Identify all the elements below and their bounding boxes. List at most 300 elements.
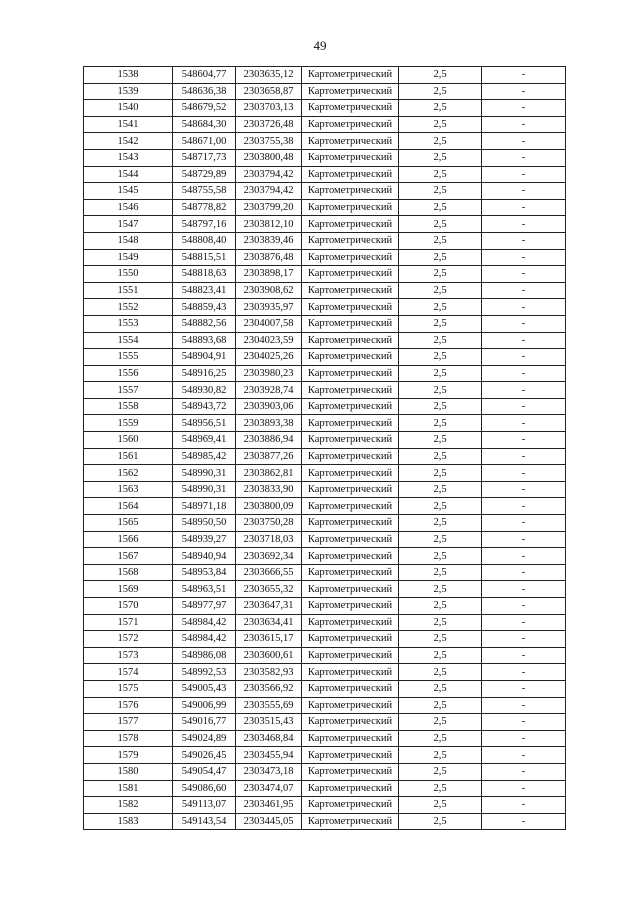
y-coordinate-cell: 2303468,84 xyxy=(236,730,302,747)
accuracy-cell: 2,5 xyxy=(399,813,482,830)
y-coordinate-cell: 2304023,59 xyxy=(236,332,302,349)
accuracy-cell: 2,5 xyxy=(399,232,482,249)
accuracy-cell: 2,5 xyxy=(399,382,482,399)
accuracy-cell: 2,5 xyxy=(399,67,482,84)
description-cell: - xyxy=(482,67,566,84)
x-coordinate-cell: 548984,42 xyxy=(173,614,236,631)
description-cell: - xyxy=(482,581,566,598)
y-coordinate-cell: 2303980,23 xyxy=(236,365,302,382)
table-row xyxy=(84,232,566,249)
x-coordinate-cell: 549005,43 xyxy=(173,680,236,697)
x-coordinate-cell: 548684,30 xyxy=(173,116,236,133)
x-coordinate-cell: 548992,53 xyxy=(173,664,236,681)
x-coordinate-cell: 548984,42 xyxy=(173,631,236,648)
description-cell: - xyxy=(482,680,566,697)
y-coordinate-cell: 2303647,31 xyxy=(236,598,302,615)
point-number-cell: 1547 xyxy=(84,216,173,233)
y-coordinate-cell: 2303655,32 xyxy=(236,581,302,598)
accuracy-cell: 2,5 xyxy=(399,481,482,498)
description-cell: - xyxy=(482,747,566,764)
point-number-cell: 1538 xyxy=(84,67,173,84)
description-cell: - xyxy=(482,481,566,498)
method-cell: Картометрический xyxy=(302,67,399,84)
y-coordinate-cell: 2303799,20 xyxy=(236,199,302,216)
description-cell: - xyxy=(482,614,566,631)
point-number-cell: 1548 xyxy=(84,232,173,249)
method-cell: Картометрический xyxy=(302,183,399,200)
point-number-cell: 1562 xyxy=(84,465,173,482)
point-number-cell: 1544 xyxy=(84,166,173,183)
x-coordinate-cell: 548729,89 xyxy=(173,166,236,183)
x-coordinate-cell: 548671,00 xyxy=(173,133,236,150)
description-cell: - xyxy=(482,232,566,249)
table-row xyxy=(84,614,566,631)
y-coordinate-cell: 2303634,41 xyxy=(236,614,302,631)
table-row xyxy=(84,581,566,598)
description-cell: - xyxy=(482,763,566,780)
accuracy-cell: 2,5 xyxy=(399,680,482,697)
table-row xyxy=(84,564,566,581)
method-cell: Картометрический xyxy=(302,349,399,366)
table-row xyxy=(84,598,566,615)
description-cell: - xyxy=(482,199,566,216)
point-number-cell: 1563 xyxy=(84,481,173,498)
method-cell: Картометрический xyxy=(302,216,399,233)
method-cell: Картометрический xyxy=(302,116,399,133)
y-coordinate-cell: 2303474,07 xyxy=(236,780,302,797)
point-number-cell: 1582 xyxy=(84,797,173,814)
table-row xyxy=(84,249,566,266)
method-cell: Картометрический xyxy=(302,266,399,283)
method-cell: Картометрический xyxy=(302,664,399,681)
accuracy-cell: 2,5 xyxy=(399,515,482,532)
table-row xyxy=(84,332,566,349)
accuracy-cell: 2,5 xyxy=(399,116,482,133)
method-cell: Картометрический xyxy=(302,398,399,415)
x-coordinate-cell: 549113,07 xyxy=(173,797,236,814)
method-cell: Картометрический xyxy=(302,432,399,449)
table-row xyxy=(84,515,566,532)
point-number-cell: 1553 xyxy=(84,315,173,332)
x-coordinate-cell: 548930,82 xyxy=(173,382,236,399)
y-coordinate-cell: 2303839,46 xyxy=(236,232,302,249)
description-cell: - xyxy=(482,83,566,100)
description-cell: - xyxy=(482,365,566,382)
x-coordinate-cell: 548977,97 xyxy=(173,598,236,615)
x-coordinate-cell: 548636,38 xyxy=(173,83,236,100)
table-row xyxy=(84,763,566,780)
method-cell: Картометрический xyxy=(302,133,399,150)
y-coordinate-cell: 2303658,87 xyxy=(236,83,302,100)
y-coordinate-cell: 2303903,06 xyxy=(236,398,302,415)
method-cell: Картометрический xyxy=(302,581,399,598)
point-number-cell: 1559 xyxy=(84,415,173,432)
point-number-cell: 1578 xyxy=(84,730,173,747)
accuracy-cell: 2,5 xyxy=(399,498,482,515)
accuracy-cell: 2,5 xyxy=(399,564,482,581)
point-number-cell: 1552 xyxy=(84,299,173,316)
y-coordinate-cell: 2303898,17 xyxy=(236,266,302,283)
method-cell: Картометрический xyxy=(302,697,399,714)
point-number-cell: 1556 xyxy=(84,365,173,382)
y-coordinate-cell: 2303877,26 xyxy=(236,448,302,465)
description-cell: - xyxy=(482,664,566,681)
accuracy-cell: 2,5 xyxy=(399,614,482,631)
x-coordinate-cell: 548943,72 xyxy=(173,398,236,415)
point-number-cell: 1577 xyxy=(84,714,173,731)
y-coordinate-cell: 2303755,38 xyxy=(236,133,302,150)
description-cell: - xyxy=(482,631,566,648)
description-cell: - xyxy=(482,315,566,332)
method-cell: Картометрический xyxy=(302,149,399,166)
point-number-cell: 1549 xyxy=(84,249,173,266)
table-row xyxy=(84,83,566,100)
table-row xyxy=(84,548,566,565)
point-number-cell: 1579 xyxy=(84,747,173,764)
y-coordinate-cell: 2303935,97 xyxy=(236,299,302,316)
description-cell: - xyxy=(482,448,566,465)
y-coordinate-cell: 2303461,95 xyxy=(236,797,302,814)
method-cell: Картометрический xyxy=(302,548,399,565)
x-coordinate-cell: 548985,42 xyxy=(173,448,236,465)
method-cell: Картометрический xyxy=(302,448,399,465)
y-coordinate-cell: 2303455,94 xyxy=(236,747,302,764)
x-coordinate-cell: 548969,41 xyxy=(173,432,236,449)
method-cell: Картометрический xyxy=(302,515,399,532)
y-coordinate-cell: 2303862,81 xyxy=(236,465,302,482)
description-cell: - xyxy=(482,647,566,664)
table-row xyxy=(84,133,566,150)
description-cell: - xyxy=(482,382,566,399)
description-cell: - xyxy=(482,531,566,548)
y-coordinate-cell: 2303445,05 xyxy=(236,813,302,830)
table-row xyxy=(84,481,566,498)
description-cell: - xyxy=(482,465,566,482)
accuracy-cell: 2,5 xyxy=(399,216,482,233)
table-row xyxy=(84,116,566,133)
y-coordinate-cell: 2303600,61 xyxy=(236,647,302,664)
x-coordinate-cell: 548950,50 xyxy=(173,515,236,532)
coordinates-table xyxy=(83,66,566,830)
table-row xyxy=(84,813,566,830)
point-number-cell: 1545 xyxy=(84,183,173,200)
y-coordinate-cell: 2303794,42 xyxy=(236,183,302,200)
point-number-cell: 1546 xyxy=(84,199,173,216)
point-number-cell: 1576 xyxy=(84,697,173,714)
x-coordinate-cell: 548815,51 xyxy=(173,249,236,266)
description-cell: - xyxy=(482,730,566,747)
table-row xyxy=(84,747,566,764)
x-coordinate-cell: 548823,41 xyxy=(173,282,236,299)
method-cell: Картометрический xyxy=(302,498,399,515)
method-cell: Картометрический xyxy=(302,763,399,780)
x-coordinate-cell: 548797,16 xyxy=(173,216,236,233)
method-cell: Картометрический xyxy=(302,614,399,631)
table-row xyxy=(84,631,566,648)
y-coordinate-cell: 2303928,74 xyxy=(236,382,302,399)
point-number-cell: 1575 xyxy=(84,680,173,697)
point-number-cell: 1555 xyxy=(84,349,173,366)
y-coordinate-cell: 2303515,43 xyxy=(236,714,302,731)
table-row xyxy=(84,100,566,117)
table-row xyxy=(84,465,566,482)
accuracy-cell: 2,5 xyxy=(399,797,482,814)
accuracy-cell: 2,5 xyxy=(399,548,482,565)
table-row xyxy=(84,680,566,697)
accuracy-cell: 2,5 xyxy=(399,183,482,200)
x-coordinate-cell: 548990,31 xyxy=(173,465,236,482)
table-row xyxy=(84,299,566,316)
method-cell: Картометрический xyxy=(302,299,399,316)
point-number-cell: 1539 xyxy=(84,83,173,100)
table-row xyxy=(84,664,566,681)
accuracy-cell: 2,5 xyxy=(399,432,482,449)
x-coordinate-cell: 548882,56 xyxy=(173,315,236,332)
description-cell: - xyxy=(482,216,566,233)
table-row xyxy=(84,266,566,283)
description-cell: - xyxy=(482,133,566,150)
method-cell: Картометрический xyxy=(302,100,399,117)
y-coordinate-cell: 2303750,28 xyxy=(236,515,302,532)
y-coordinate-cell: 2303800,09 xyxy=(236,498,302,515)
description-cell: - xyxy=(482,548,566,565)
x-coordinate-cell: 549024,89 xyxy=(173,730,236,747)
description-cell: - xyxy=(482,515,566,532)
method-cell: Картометрический xyxy=(302,531,399,548)
point-number-cell: 1566 xyxy=(84,531,173,548)
x-coordinate-cell: 548956,51 xyxy=(173,415,236,432)
y-coordinate-cell: 2303718,03 xyxy=(236,531,302,548)
method-cell: Картометрический xyxy=(302,415,399,432)
x-coordinate-cell: 548755,58 xyxy=(173,183,236,200)
method-cell: Картометрический xyxy=(302,249,399,266)
x-coordinate-cell: 548953,84 xyxy=(173,564,236,581)
accuracy-cell: 2,5 xyxy=(399,282,482,299)
x-coordinate-cell: 548808,40 xyxy=(173,232,236,249)
table-row xyxy=(84,382,566,399)
description-cell: - xyxy=(482,266,566,283)
x-coordinate-cell: 548916,25 xyxy=(173,365,236,382)
table-row xyxy=(84,149,566,166)
description-cell: - xyxy=(482,813,566,830)
x-coordinate-cell: 549086,60 xyxy=(173,780,236,797)
accuracy-cell: 2,5 xyxy=(399,697,482,714)
point-number-cell: 1581 xyxy=(84,780,173,797)
description-cell: - xyxy=(482,498,566,515)
accuracy-cell: 2,5 xyxy=(399,780,482,797)
method-cell: Картометрический xyxy=(302,780,399,797)
x-coordinate-cell: 549026,45 xyxy=(173,747,236,764)
point-number-cell: 1561 xyxy=(84,448,173,465)
method-cell: Картометрический xyxy=(302,481,399,498)
table-row xyxy=(84,282,566,299)
accuracy-cell: 2,5 xyxy=(399,266,482,283)
accuracy-cell: 2,5 xyxy=(399,83,482,100)
point-number-cell: 1580 xyxy=(84,763,173,780)
accuracy-cell: 2,5 xyxy=(399,365,482,382)
y-coordinate-cell: 2303833,90 xyxy=(236,481,302,498)
x-coordinate-cell: 548679,52 xyxy=(173,100,236,117)
y-coordinate-cell: 2303566,92 xyxy=(236,680,302,697)
point-number-cell: 1572 xyxy=(84,631,173,648)
description-cell: - xyxy=(482,714,566,731)
table-row xyxy=(84,780,566,797)
x-coordinate-cell: 549016,77 xyxy=(173,714,236,731)
y-coordinate-cell: 2303893,38 xyxy=(236,415,302,432)
x-coordinate-cell: 548939,27 xyxy=(173,531,236,548)
accuracy-cell: 2,5 xyxy=(399,398,482,415)
table-row xyxy=(84,67,566,84)
table-row xyxy=(84,697,566,714)
method-cell: Картометрический xyxy=(302,714,399,731)
x-coordinate-cell: 548604,77 xyxy=(173,67,236,84)
accuracy-cell: 2,5 xyxy=(399,714,482,731)
description-cell: - xyxy=(482,797,566,814)
table-row xyxy=(84,730,566,747)
method-cell: Картометрический xyxy=(302,332,399,349)
x-coordinate-cell: 548904,91 xyxy=(173,349,236,366)
accuracy-cell: 2,5 xyxy=(399,315,482,332)
description-cell: - xyxy=(482,432,566,449)
point-number-cell: 1550 xyxy=(84,266,173,283)
accuracy-cell: 2,5 xyxy=(399,631,482,648)
x-coordinate-cell: 548940,94 xyxy=(173,548,236,565)
table-body xyxy=(84,67,566,830)
y-coordinate-cell: 2303703,13 xyxy=(236,100,302,117)
accuracy-cell: 2,5 xyxy=(399,166,482,183)
x-coordinate-cell: 548990,31 xyxy=(173,481,236,498)
point-number-cell: 1557 xyxy=(84,382,173,399)
y-coordinate-cell: 2303812,10 xyxy=(236,216,302,233)
point-number-cell: 1560 xyxy=(84,432,173,449)
accuracy-cell: 2,5 xyxy=(399,199,482,216)
y-coordinate-cell: 2303800,48 xyxy=(236,149,302,166)
point-number-cell: 1567 xyxy=(84,548,173,565)
y-coordinate-cell: 2303615,17 xyxy=(236,631,302,648)
x-coordinate-cell: 548963,51 xyxy=(173,581,236,598)
description-cell: - xyxy=(482,299,566,316)
method-cell: Картометрический xyxy=(302,564,399,581)
accuracy-cell: 2,5 xyxy=(399,332,482,349)
y-coordinate-cell: 2303794,42 xyxy=(236,166,302,183)
table-row xyxy=(84,398,566,415)
y-coordinate-cell: 2303555,69 xyxy=(236,697,302,714)
point-number-cell: 1558 xyxy=(84,398,173,415)
x-coordinate-cell: 548986,08 xyxy=(173,647,236,664)
table-row xyxy=(84,199,566,216)
x-coordinate-cell: 548778,82 xyxy=(173,199,236,216)
x-coordinate-cell: 548893,68 xyxy=(173,332,236,349)
x-coordinate-cell: 548859,43 xyxy=(173,299,236,316)
table-row xyxy=(84,432,566,449)
table-row xyxy=(84,166,566,183)
table-row xyxy=(84,183,566,200)
accuracy-cell: 2,5 xyxy=(399,465,482,482)
accuracy-cell: 2,5 xyxy=(399,133,482,150)
point-number-cell: 1541 xyxy=(84,116,173,133)
description-cell: - xyxy=(482,415,566,432)
accuracy-cell: 2,5 xyxy=(399,349,482,366)
point-number-cell: 1583 xyxy=(84,813,173,830)
point-number-cell: 1570 xyxy=(84,598,173,615)
page-number: 49 xyxy=(313,38,327,53)
description-cell: - xyxy=(482,598,566,615)
method-cell: Картометрический xyxy=(302,83,399,100)
y-coordinate-cell: 2304025,26 xyxy=(236,349,302,366)
y-coordinate-cell: 2304007,58 xyxy=(236,315,302,332)
x-coordinate-cell: 549143,54 xyxy=(173,813,236,830)
accuracy-cell: 2,5 xyxy=(399,299,482,316)
accuracy-cell: 2,5 xyxy=(399,415,482,432)
point-number-cell: 1574 xyxy=(84,664,173,681)
accuracy-cell: 2,5 xyxy=(399,531,482,548)
accuracy-cell: 2,5 xyxy=(399,664,482,681)
point-number-cell: 1565 xyxy=(84,515,173,532)
description-cell: - xyxy=(482,282,566,299)
description-cell: - xyxy=(482,697,566,714)
description-cell: - xyxy=(482,149,566,166)
point-number-cell: 1571 xyxy=(84,614,173,631)
x-coordinate-cell: 549006,99 xyxy=(173,697,236,714)
y-coordinate-cell: 2303666,55 xyxy=(236,564,302,581)
method-cell: Картометрический xyxy=(302,315,399,332)
accuracy-cell: 2,5 xyxy=(399,598,482,615)
accuracy-cell: 2,5 xyxy=(399,763,482,780)
description-cell: - xyxy=(482,780,566,797)
description-cell: - xyxy=(482,398,566,415)
description-cell: - xyxy=(482,332,566,349)
point-number-cell: 1554 xyxy=(84,332,173,349)
point-number-cell: 1564 xyxy=(84,498,173,515)
accuracy-cell: 2,5 xyxy=(399,581,482,598)
y-coordinate-cell: 2303692,34 xyxy=(236,548,302,565)
method-cell: Картометрический xyxy=(302,199,399,216)
table-row xyxy=(84,797,566,814)
y-coordinate-cell: 2303635,12 xyxy=(236,67,302,84)
description-cell: - xyxy=(482,564,566,581)
x-coordinate-cell: 548717,73 xyxy=(173,149,236,166)
y-coordinate-cell: 2303876,48 xyxy=(236,249,302,266)
y-coordinate-cell: 2303473,18 xyxy=(236,763,302,780)
table-row xyxy=(84,415,566,432)
y-coordinate-cell: 2303726,48 xyxy=(236,116,302,133)
method-cell: Картометрический xyxy=(302,465,399,482)
method-cell: Картометрический xyxy=(302,797,399,814)
table-row xyxy=(84,216,566,233)
table-row xyxy=(84,647,566,664)
y-coordinate-cell: 2303908,62 xyxy=(236,282,302,299)
accuracy-cell: 2,5 xyxy=(399,100,482,117)
description-cell: - xyxy=(482,100,566,117)
y-coordinate-cell: 2303582,93 xyxy=(236,664,302,681)
point-number-cell: 1568 xyxy=(84,564,173,581)
point-number-cell: 1569 xyxy=(84,581,173,598)
method-cell: Картометрический xyxy=(302,747,399,764)
method-cell: Картометрический xyxy=(302,166,399,183)
method-cell: Картометрический xyxy=(302,647,399,664)
accuracy-cell: 2,5 xyxy=(399,647,482,664)
method-cell: Картометрический xyxy=(302,730,399,747)
point-number-cell: 1542 xyxy=(84,133,173,150)
x-coordinate-cell: 548971,18 xyxy=(173,498,236,515)
accuracy-cell: 2,5 xyxy=(399,730,482,747)
description-cell: - xyxy=(482,116,566,133)
table-row xyxy=(84,531,566,548)
point-number-cell: 1543 xyxy=(84,149,173,166)
method-cell: Картометрический xyxy=(302,813,399,830)
method-cell: Картометрический xyxy=(302,631,399,648)
accuracy-cell: 2,5 xyxy=(399,448,482,465)
